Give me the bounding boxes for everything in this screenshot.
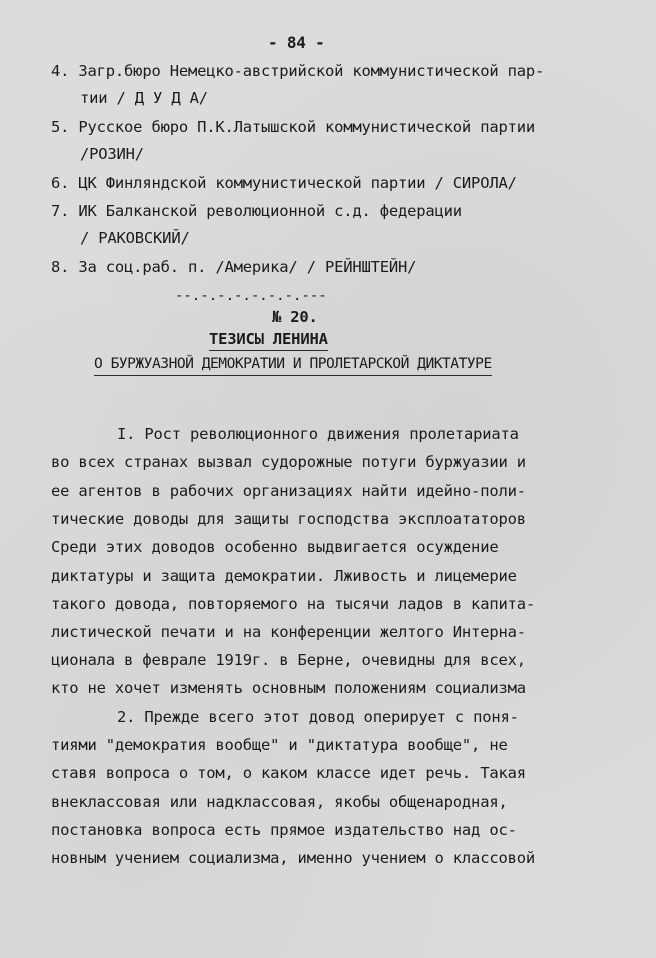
body-line-2: во всех странах вызвал судорожные потуги буржуазии и: [51, 453, 526, 471]
list-item-4-line2: тии / Д У Д А/: [80, 89, 208, 107]
body-line-5: Среди этих доводов особенно выдвигается осуждение: [51, 538, 499, 556]
body-line-16: новным учением социализма, именно учением о классовой: [51, 849, 535, 867]
list-item-7-line2: / РАКОВСКИЙ/: [80, 229, 190, 247]
body-line-13: ставя вопроса о том, о каком классе идет речь. Такая: [51, 764, 526, 782]
body-line-10: кто не хочет изменять основным положениям социализма: [51, 679, 526, 697]
body-line-9: ционала в феврале 1919г. в Берне, очевидны для всех,: [51, 651, 526, 669]
list-item-8-line1: 8. За соц.раб. п. /Америка/ / РЕЙНШТЕЙН/: [51, 258, 417, 276]
list-item-4-line1: 4. Загр.бюро Немецко-австрийской коммунистической пар-: [51, 62, 545, 80]
body-line-15: постановка вопроса есть прямое издательство над ос-: [51, 821, 517, 839]
document-number: № 20.: [272, 308, 318, 326]
section-divider: --.-.-.-.-.-.-.---: [175, 288, 327, 304]
list-item-5-line1: 5. Русское бюро П.К.Латышской коммунистической партии: [51, 118, 535, 136]
body-line-12: тиями "демократия вообще" и "диктатура вообще", не: [51, 736, 508, 754]
document-subheading: О БУРЖУАЗНОЙ ДЕМОКРАТИИ И ПРОЛЕТАРСКОЙ ДИКТАТУРЕ: [94, 354, 492, 376]
body-line-14: внеклассовая или надклассовая, якобы общенародная,: [51, 793, 508, 811]
list-item-5-line2: /РОЗИН/: [80, 145, 144, 163]
document-heading: ТЕЗИСЫ ЛЕНИНА: [209, 329, 328, 351]
page-number: - 84 -: [268, 33, 325, 52]
list-item-7-line1: 7. ИК Балканской революционной с.д. федерации: [51, 202, 462, 220]
body-line-6: диктатуры и защита демократии. Лживость и лицемерие: [51, 567, 517, 585]
body-line-4: тические доводы для защиты господства эксплоататоров: [51, 510, 526, 528]
body-line-7: такого довода, повторяемого на тысячи ладов в капита-: [51, 595, 535, 613]
body-line-8: листической печати и на конференции желтого Интерна-: [51, 623, 526, 641]
body-line-11: 2. Прежде всего этот довод оперирует с поня-: [117, 708, 519, 726]
body-line-3: ее агентов в рабочих организациях найти идейно-поли-: [51, 482, 526, 500]
list-item-6-line1: 6. ЦК Финляндской коммунистической партии / СИРОЛА/: [51, 174, 517, 192]
body-line-1: I. Рост революционного движения пролетариата: [117, 425, 519, 443]
